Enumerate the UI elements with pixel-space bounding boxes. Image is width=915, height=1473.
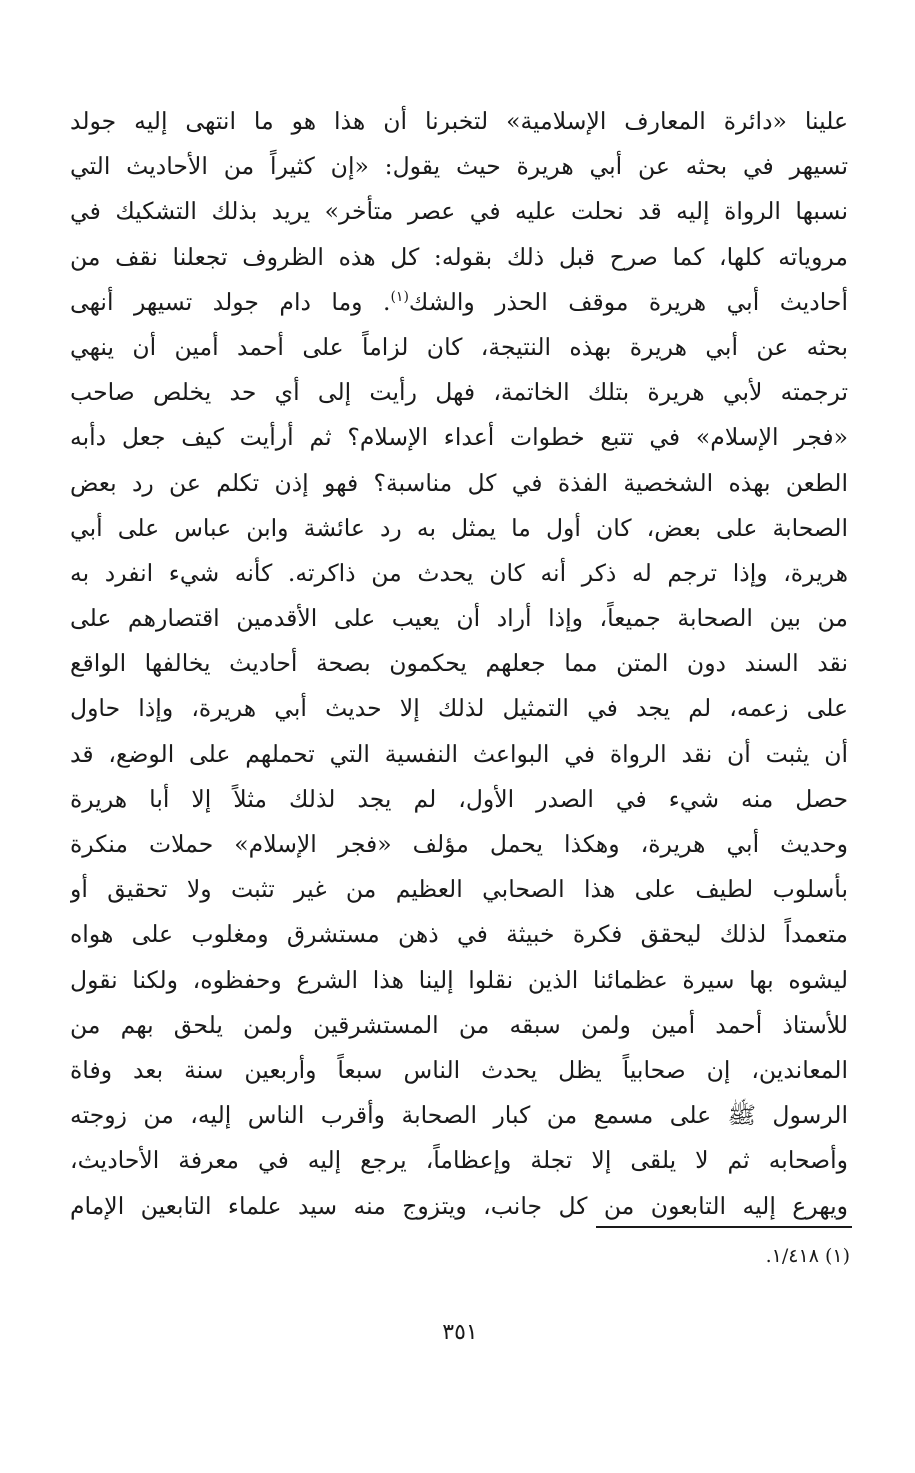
page-number: ٣٥١: [442, 1320, 478, 1345]
text-line-24: وأصحابه ثم لا يلقى إلا تجلة وإعظاماً، يرجع إليه في معرفة الأحاديث،: [70, 1146, 848, 1175]
text-line-8: «فجر الإسلام» في تتبع خطوات أعداء الإسلام؟ ثم أرأيت كيف جعل دأبه: [70, 423, 848, 452]
text-line-22: المعاندين، إن صحابياً يظل يحدث الناس سبعاً وأربعين سنة بعد وفاة: [70, 1055, 848, 1084]
text-line-5: [70, 280, 848, 325]
text-line-23: الرسول ﷺ على مسمع من كبار الصحابة وأقرب الناس إليه، من زوجته: [70, 1101, 848, 1130]
text-line-9: الطعن بهذه الشخصية الفذة في كل مناسبة؟ فهو إذن تكلم عن رد بعض: [70, 468, 848, 497]
text-line-7: ترجمته لأبي هريرة بتلك الخاتمة، فهل رأيت إلى أي حد يخلص صاحب: [70, 378, 848, 407]
text-line-5-end: . وما دام جولد تسيهر أنهى: [70, 287, 391, 316]
text-line-5-start: أحاديث أبي هريرة موقف الحذر والشك: [408, 287, 848, 316]
text-line-14: على زعمه، لم يجد في التمثيل لذلك إلا حديث أبي هريرة، وإذا حاول: [70, 694, 848, 723]
text-line-17: وحديث أبي هريرة، وهكذا يحمل مؤلف «فجر الإسلام» حملات منكرة: [70, 830, 848, 858]
text-line-16: حصل منه شيء في الصدر الأول، لم يجد لذلك مثلاً إلا أبا هريرة: [70, 784, 848, 813]
text-line-11: هريرة، وإذا ترجم له ذكر أنه كان يحدث من ذاكرته. كأنه شيء انفرد به: [70, 558, 848, 587]
text-line-20: ليشوه بها سيرة عظمائنا الذين نقلوا إلينا هذا الشرع وحفظوه، ولكنا نقول: [70, 965, 848, 994]
text-line-13: نقد السند دون المتن مما جعلهم يحكمون بصحة أحاديث يخالفها الواقع: [70, 649, 848, 678]
text-line-6: بحثه عن أبي هريرة بهذه النتيجة، كان لزاماً على أحمد أمين أن ينهي: [70, 332, 848, 361]
text-line-21: للأستاذ أحمد أمين ولمن سبقه من المستشرقين ولمن يلحق بهم من: [70, 1010, 848, 1039]
footnote-reference[interactable]: (١): [390, 288, 409, 305]
text-line-3: نسبها الرواة إليه قد نحلت عليه في عصر متأخر» يريد بذلك التشكيك في: [70, 197, 848, 226]
text-line-1: علينا «دائرة المعارف الإسلامية» لتخبرنا أن هذا هو ما انتهى إليه جولد: [70, 107, 848, 135]
text-line-10: الصحابة على بعض، كان أول ما يمثل به رد عائشة وابن عباس على أبي: [70, 513, 848, 542]
text-line-19: متعمداً لذلك ليحقق فكرة خبيثة في ذهن مستشرق ومغلوب على هواه: [70, 920, 848, 949]
text-line-2: تسيهر في بحثه عن أبي هريرة حيث يقول: «إن كثيراً من الأحاديث التي: [70, 152, 848, 181]
text-line-15: أن يثبت أن نقد الرواة في البواعث النفسية التي تحملهم على الوضع، قد: [70, 739, 848, 768]
text-line-12: من بين الصحابة جميعاً، وإذا أراد أن يعيب على الأقدمين اقتصارهم على: [70, 604, 848, 633]
main-text-block: [70, 99, 848, 1229]
text-line-25: ويهرع إليه التابعون من كل جانب، ويتزوج منه سيد علماء التابعين الإمام: [70, 1191, 848, 1220]
footnote-separator: [596, 1226, 852, 1228]
text-line-18: بأسلوب لطيف على هذا الصحابي العظيم من غير تثبت ولا تحقيق أو: [70, 875, 848, 904]
footnote: (١) ١/٤١٨.: [765, 1245, 850, 1267]
text-line-4: مروياته كلها، كما صرح قبل ذلك بقوله: كل هذه الظروف تجعلنا نقف من: [70, 242, 848, 271]
